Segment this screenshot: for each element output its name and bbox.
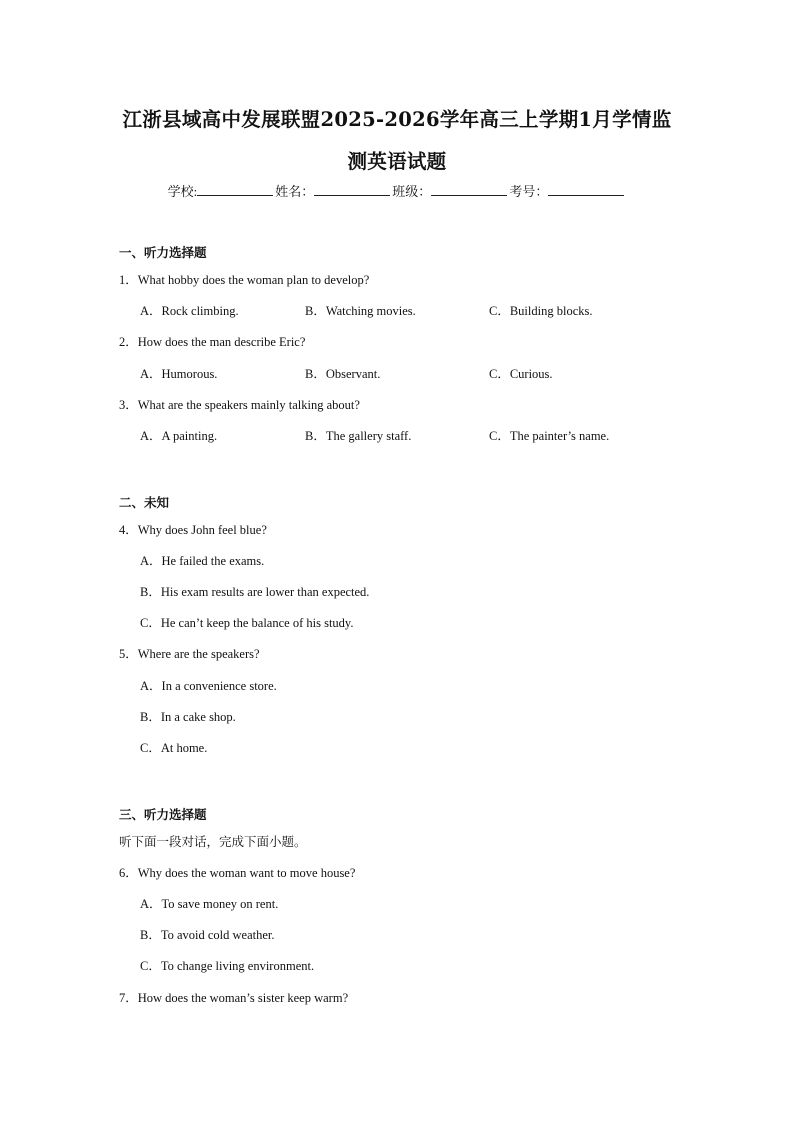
question-option: A．In a convenience store.	[140, 679, 277, 693]
exam-title-line-1: 江浙县域高中发展联盟2025-2026学年高三上学期1月学情监	[122, 108, 672, 131]
exam-number-blank[interactable]	[548, 183, 624, 196]
question-option: A．To save money on rent.	[140, 897, 279, 911]
section-heading: 三、听力选择题	[119, 807, 207, 822]
question-stem: 2．How does the man describe Eric?	[119, 335, 306, 349]
name-blank[interactable]	[314, 183, 390, 196]
question-stem: 6．Why does the woman want to move house?	[119, 866, 356, 880]
question-option: C．Building blocks.	[489, 304, 593, 318]
question-stem: 4．Why does John feel blue?	[119, 523, 267, 537]
section-heading: 一、听力选择题	[119, 245, 207, 260]
name-label: 姓名：	[275, 184, 315, 199]
section-heading: 二、未知	[119, 495, 170, 510]
question-option: B．To avoid cold weather.	[140, 928, 275, 942]
question-option: C．To change living environment.	[140, 959, 315, 973]
question-option: B．Observant.	[305, 367, 381, 381]
class-label: 班级：	[392, 184, 432, 199]
student-info-line	[0, 181, 794, 200]
question-option: C．At home.	[140, 741, 208, 755]
school-blank[interactable]	[197, 183, 273, 196]
exam-title-line-2: 测英语试题	[347, 150, 447, 173]
question-option: C．Curious.	[489, 367, 553, 381]
question-option: B．In a cake shop.	[140, 710, 236, 724]
question-option: A．Humorous.	[140, 367, 218, 381]
class-blank[interactable]	[431, 183, 507, 196]
question-option: A．Rock climbing.	[140, 304, 239, 318]
question-option: A．A painting.	[140, 429, 218, 443]
exam-number-label: 考号：	[509, 184, 549, 199]
question-stem: 5．Where are the speakers?	[119, 647, 260, 661]
question-option: B．The gallery staff.	[305, 429, 412, 443]
question-option: A．He failed the exams.	[140, 554, 265, 568]
question-stem: 7．How does the woman’s sister keep warm?	[119, 991, 349, 1005]
question-option: B．Watching movies.	[305, 304, 416, 318]
section-instruction: 听下面一段对话，完成下面小题。	[119, 834, 307, 849]
question-stem: 1．What hobby does the woman plan to develop?	[119, 273, 370, 287]
school-label: 学校:	[167, 184, 198, 199]
question-stem: 3．What are the speakers mainly talking about?	[119, 398, 360, 412]
question-option: C．The painter’s name.	[489, 429, 610, 443]
question-option: B．His exam results are lower than expected.	[140, 585, 370, 599]
question-option: C．He can’t keep the balance of his study.	[140, 616, 354, 630]
